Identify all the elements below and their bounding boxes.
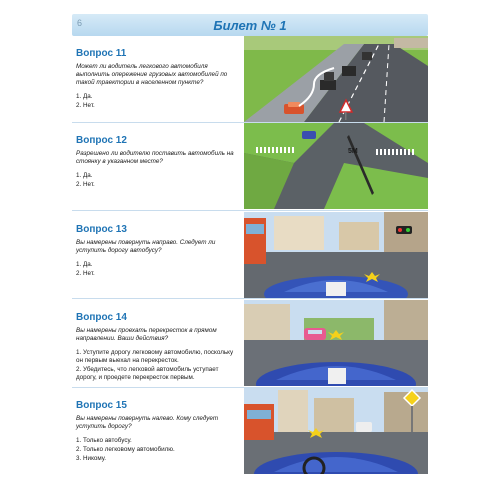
divider [72, 298, 428, 299]
scene-image-bus-turn [244, 212, 428, 298]
question-title: Вопрос 14 [76, 312, 127, 323]
answer-option[interactable]: 2. Нет. [76, 102, 95, 109]
question-block-11 [72, 36, 428, 122]
question-text: Разрешено ли водителю поставить автомобиль на стоянку в указанном месте? [76, 150, 234, 165]
answer-option[interactable]: 2. Убедитесь, что легковой автомобиль уступает дорогу, и проедете перекресток первым. [76, 366, 219, 381]
answer-option[interactable]: 1. Да. [76, 172, 93, 179]
answer-option[interactable]: 1. Да. [76, 93, 93, 100]
scene-image-parking [244, 123, 428, 209]
scene-image-overtaking [244, 36, 428, 122]
question-title: Вопрос 11 [76, 48, 127, 59]
question-text: Вы намерены повернуть направо. Следует ли уступить дорогу автобусу? [76, 239, 216, 254]
page-number: 6 [77, 18, 83, 28]
answer-list [76, 172, 236, 189]
distance-label: 5М [348, 148, 358, 155]
answer-list [76, 261, 236, 278]
answer-option[interactable]: 2. Только легковому автомобилю. [76, 446, 175, 453]
ticket-title: Билет № 1 [213, 17, 287, 33]
answer-option[interactable]: 3. Никому. [76, 455, 107, 462]
answer-option[interactable]: 1. Только автобусу. [76, 437, 132, 444]
answer-option[interactable]: 2. Нет. [76, 270, 95, 277]
question-block-14 [72, 300, 428, 386]
answer-list [76, 349, 236, 382]
question-text: Вы намерены проехать перекресток в прямом направлении. Ваши действия? [76, 327, 217, 342]
scene-image-intersection [244, 300, 428, 386]
answer-option[interactable]: 1. Да. [76, 261, 93, 268]
answer-list [76, 437, 236, 463]
answer-list [76, 93, 236, 110]
question-block-12 [72, 123, 428, 209]
divider [72, 210, 428, 211]
question-text: Вы намерены повернуть налево. Кому следует уступить дорогу? [76, 415, 219, 430]
question-title: Вопрос 13 [76, 224, 127, 235]
answer-option[interactable]: 2. Нет. [76, 181, 95, 188]
answer-option[interactable]: 1. Уступите дорогу легковому автомобилю, поскольку он первым выехал на перекресток. [76, 349, 234, 364]
question-text: Может ли водитель легкового автомобиля выполнить опережение грузовых автомобилей по такой траектории в населенном пункте? [76, 63, 228, 86]
scene-image-left-turn [244, 388, 428, 474]
ticket-header [72, 14, 428, 36]
question-title: Вопрос 12 [76, 135, 127, 146]
question-title: Вопрос 15 [76, 400, 127, 411]
question-block-15 [72, 388, 428, 474]
question-block-13 [72, 212, 428, 298]
